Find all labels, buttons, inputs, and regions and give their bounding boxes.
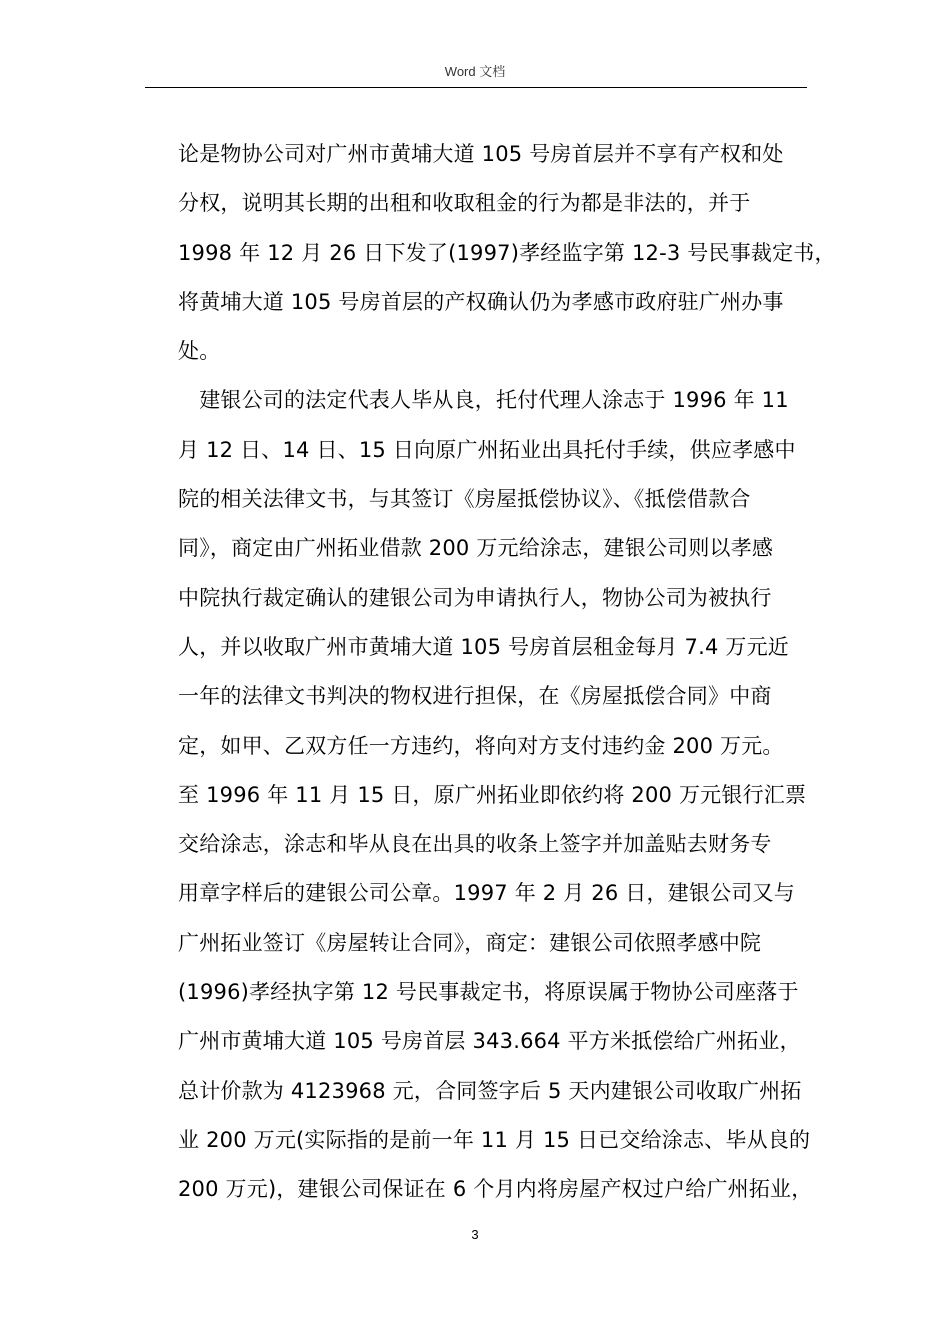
- body-line-3: 1998 年 12 月 26 日下发了(1997)孝经监字第 12-3 号民事裁定书，: [178, 240, 836, 265]
- body-line-17: 广州拓业签订《房屋转让合同》，商定：建银公司依照孝感中院: [178, 930, 762, 955]
- body-line-20: 总计价款为 4123968 元，合同签字后 5 天内建银公司收取广州拓: [178, 1078, 802, 1103]
- body-line-10: 中院执行裁定确认的建银公司为申请执行人，物协公司为被执行: [178, 585, 772, 610]
- body-line-8: 院的相关法律文书，与其签订《房屋抵偿协议》、《抵偿借款合: [178, 487, 751, 512]
- body-line-5: 处。: [178, 339, 221, 364]
- body-line-14: 至 1996 年 11 月 15 日，原广州拓业即依约将 200 万元银行汇票: [178, 782, 807, 807]
- body-line-1: 论是物协公司对广州市黄埔大道 105 号房首层并不享有产权和处: [178, 142, 784, 166]
- body-line-22: 200 万元)，建银公司保证在 6 个月内将房屋产权过户给广州拓业，: [178, 1177, 813, 1202]
- header-divider: [145, 87, 807, 88]
- body-line-18: (1996)孝经执字第 12 号民事裁定书，将原误属于物协公司座落于: [178, 980, 799, 1005]
- body-line-4: 将黄埔大道 105 号房首层的产权确认仍为孝感市政府驻广州办事: [178, 289, 784, 314]
- body-line-15: 交给涂志，涂志和毕从良在出具的收条上签字并加盖贴去财务专: [178, 832, 772, 857]
- body-line-2: 分权，说明其长期的出租和收取租金的行为都是非法的，并于: [178, 191, 751, 216]
- body-line-7: 月 12 日、14 日、15 日向原广州拓业出具托付手续，供应孝感中: [178, 437, 796, 462]
- page-number: 3: [471, 1227, 479, 1242]
- body-line-12: 一年的法律文书判决的物权进行担保，在《房屋抵偿合同》中商: [178, 684, 772, 709]
- document-body: [178, 130, 836, 1215]
- body-line-9: 同》，商定由广州拓业借款 200 万元给涂志，建银公司则以孝感: [178, 536, 774, 561]
- body-line-21: 业 200 万元(实际指的是前一年 11 月 15 日已交给涂志、毕从良的: [178, 1127, 811, 1152]
- body-line-13: 定，如甲、乙双方任一方违约，将向对方支付违约金 200 万元。: [178, 733, 784, 758]
- page-header-title: Word 文档: [444, 64, 506, 79]
- body-line-11: 人，并以收取广州市黄埔大道 105 号房首层租金每月 7.4 万元近: [178, 634, 789, 659]
- body-line-16: 用章字样后的建银公司公章。1997 年 2 月 26 日，建银公司又与: [178, 881, 795, 906]
- body-line-19: 广州市黄埔大道 105 号房首层 343.664 平方米抵偿给广州拓业，: [178, 1029, 801, 1054]
- body-line-6: 建银公司的法定代表人毕从良，托付代理人涂志于 1996 年 11: [178, 388, 789, 413]
